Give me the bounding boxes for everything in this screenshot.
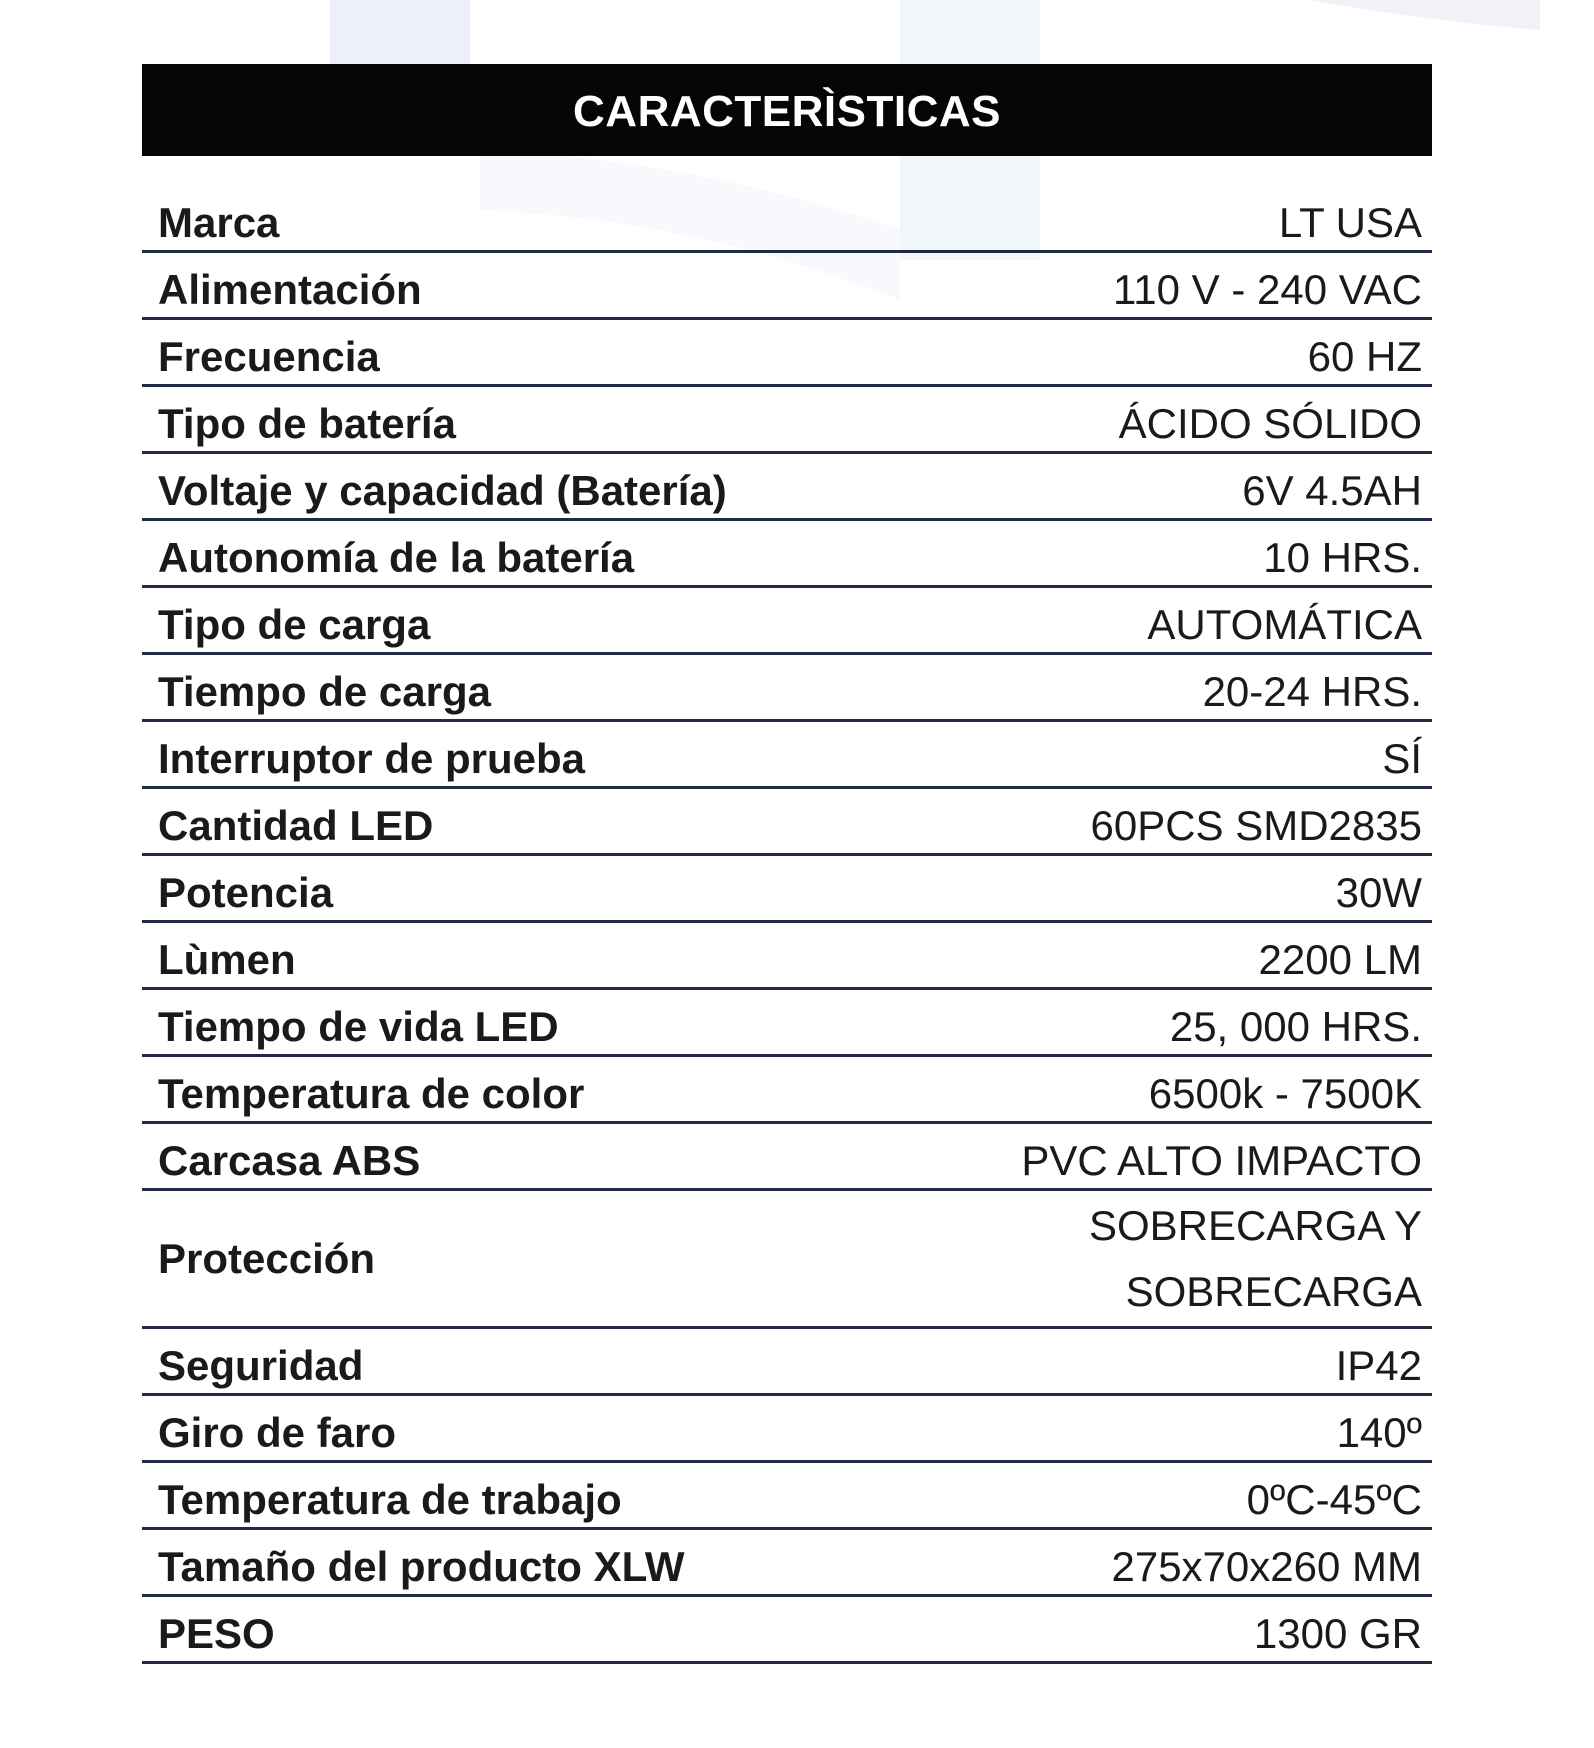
spec-value: 6V 4.5AH bbox=[1242, 467, 1422, 514]
spec-row bbox=[142, 387, 1432, 454]
specs-table bbox=[142, 186, 1432, 1664]
spec-label: Temperatura de trabajo bbox=[158, 1476, 622, 1523]
spec-value: ÁCIDO SÓLIDO bbox=[1118, 400, 1422, 447]
spec-value: LT USA bbox=[1278, 199, 1422, 246]
spec-label: Frecuencia bbox=[158, 333, 380, 380]
spec-label: Voltaje y capacidad (Batería) bbox=[158, 467, 727, 514]
spec-row bbox=[142, 1597, 1432, 1664]
spec-row bbox=[142, 655, 1432, 722]
spec-row bbox=[142, 722, 1432, 789]
spec-value: 0ºC-45ºC bbox=[1246, 1476, 1422, 1523]
spec-row bbox=[142, 990, 1432, 1057]
spec-value: 6500k - 7500K bbox=[1148, 1070, 1422, 1117]
spec-label: Potencia bbox=[158, 869, 334, 916]
spec-value-line: SOBRECARGA Y bbox=[1088, 1201, 1422, 1249]
spec-value: 2200 LM bbox=[1258, 936, 1422, 983]
spec-row bbox=[142, 588, 1432, 655]
spec-row bbox=[142, 1191, 1432, 1329]
spec-label: Alimentación bbox=[158, 266, 422, 313]
spec-label: Tiempo de vida LED bbox=[158, 1003, 559, 1050]
spec-label: Lùmen bbox=[158, 936, 296, 983]
spec-value: 25, 000 HRS. bbox=[1169, 1003, 1422, 1050]
spec-value: AUTOMÁTICA bbox=[1147, 601, 1422, 648]
spec-label: Interruptor de prueba bbox=[158, 735, 586, 782]
spec-value: 30W bbox=[1335, 869, 1422, 916]
spec-value: SÍ bbox=[1382, 735, 1422, 782]
spec-row bbox=[142, 1463, 1432, 1530]
spec-value: PVC ALTO IMPACTO bbox=[1021, 1137, 1422, 1184]
spec-row bbox=[142, 789, 1432, 856]
spec-value: 60 HZ bbox=[1307, 333, 1422, 380]
spec-label: Tipo de batería bbox=[158, 400, 456, 447]
spec-row bbox=[142, 186, 1432, 253]
spec-row bbox=[142, 1057, 1432, 1124]
spec-row bbox=[142, 253, 1432, 320]
spec-row bbox=[142, 521, 1432, 588]
spec-value: 20-24 HRS. bbox=[1202, 668, 1422, 715]
spec-row bbox=[142, 1124, 1432, 1191]
spec-label: Tamaño del producto XLW bbox=[158, 1543, 685, 1590]
spec-value: IP42 bbox=[1335, 1342, 1422, 1389]
spec-value: 1300 GR bbox=[1253, 1610, 1422, 1657]
spec-label: PESO bbox=[158, 1610, 275, 1657]
characteristics-sheet bbox=[142, 64, 1432, 1664]
spec-row bbox=[142, 454, 1432, 521]
spec-row bbox=[142, 320, 1432, 387]
spec-label: Cantidad LED bbox=[158, 802, 434, 849]
spec-row bbox=[142, 923, 1432, 990]
spec-value-line: SOBRECARGA bbox=[1125, 1267, 1422, 1315]
spec-value: 10 HRS. bbox=[1263, 534, 1422, 581]
spec-value: 110 V - 240 VAC bbox=[1113, 266, 1422, 313]
spec-label: Seguridad bbox=[158, 1342, 364, 1389]
spec-row bbox=[142, 1329, 1432, 1396]
spec-label: Autonomía de la batería bbox=[158, 534, 635, 581]
spec-label: Marca bbox=[158, 199, 280, 246]
spec-row bbox=[142, 856, 1432, 923]
spec-value-multiline bbox=[1088, 1201, 1422, 1315]
header-bar bbox=[142, 64, 1432, 156]
page-title: CARACTERÌSTICAS bbox=[573, 87, 1001, 136]
spec-label: Tipo de carga bbox=[158, 601, 431, 648]
spec-value: 140º bbox=[1336, 1409, 1422, 1456]
spec-value: 275x70x260 MM bbox=[1111, 1543, 1422, 1590]
spec-label: Tiempo de carga bbox=[158, 668, 492, 715]
spec-label: Carcasa ABS bbox=[158, 1137, 421, 1184]
spec-label: Temperatura de color bbox=[158, 1070, 585, 1117]
spec-label: Giro de faro bbox=[158, 1409, 397, 1456]
spec-label: Protección bbox=[158, 1234, 376, 1282]
spec-row bbox=[142, 1396, 1432, 1463]
spec-row bbox=[142, 1530, 1432, 1597]
spec-value: 60PCS SMD2835 bbox=[1090, 802, 1422, 849]
